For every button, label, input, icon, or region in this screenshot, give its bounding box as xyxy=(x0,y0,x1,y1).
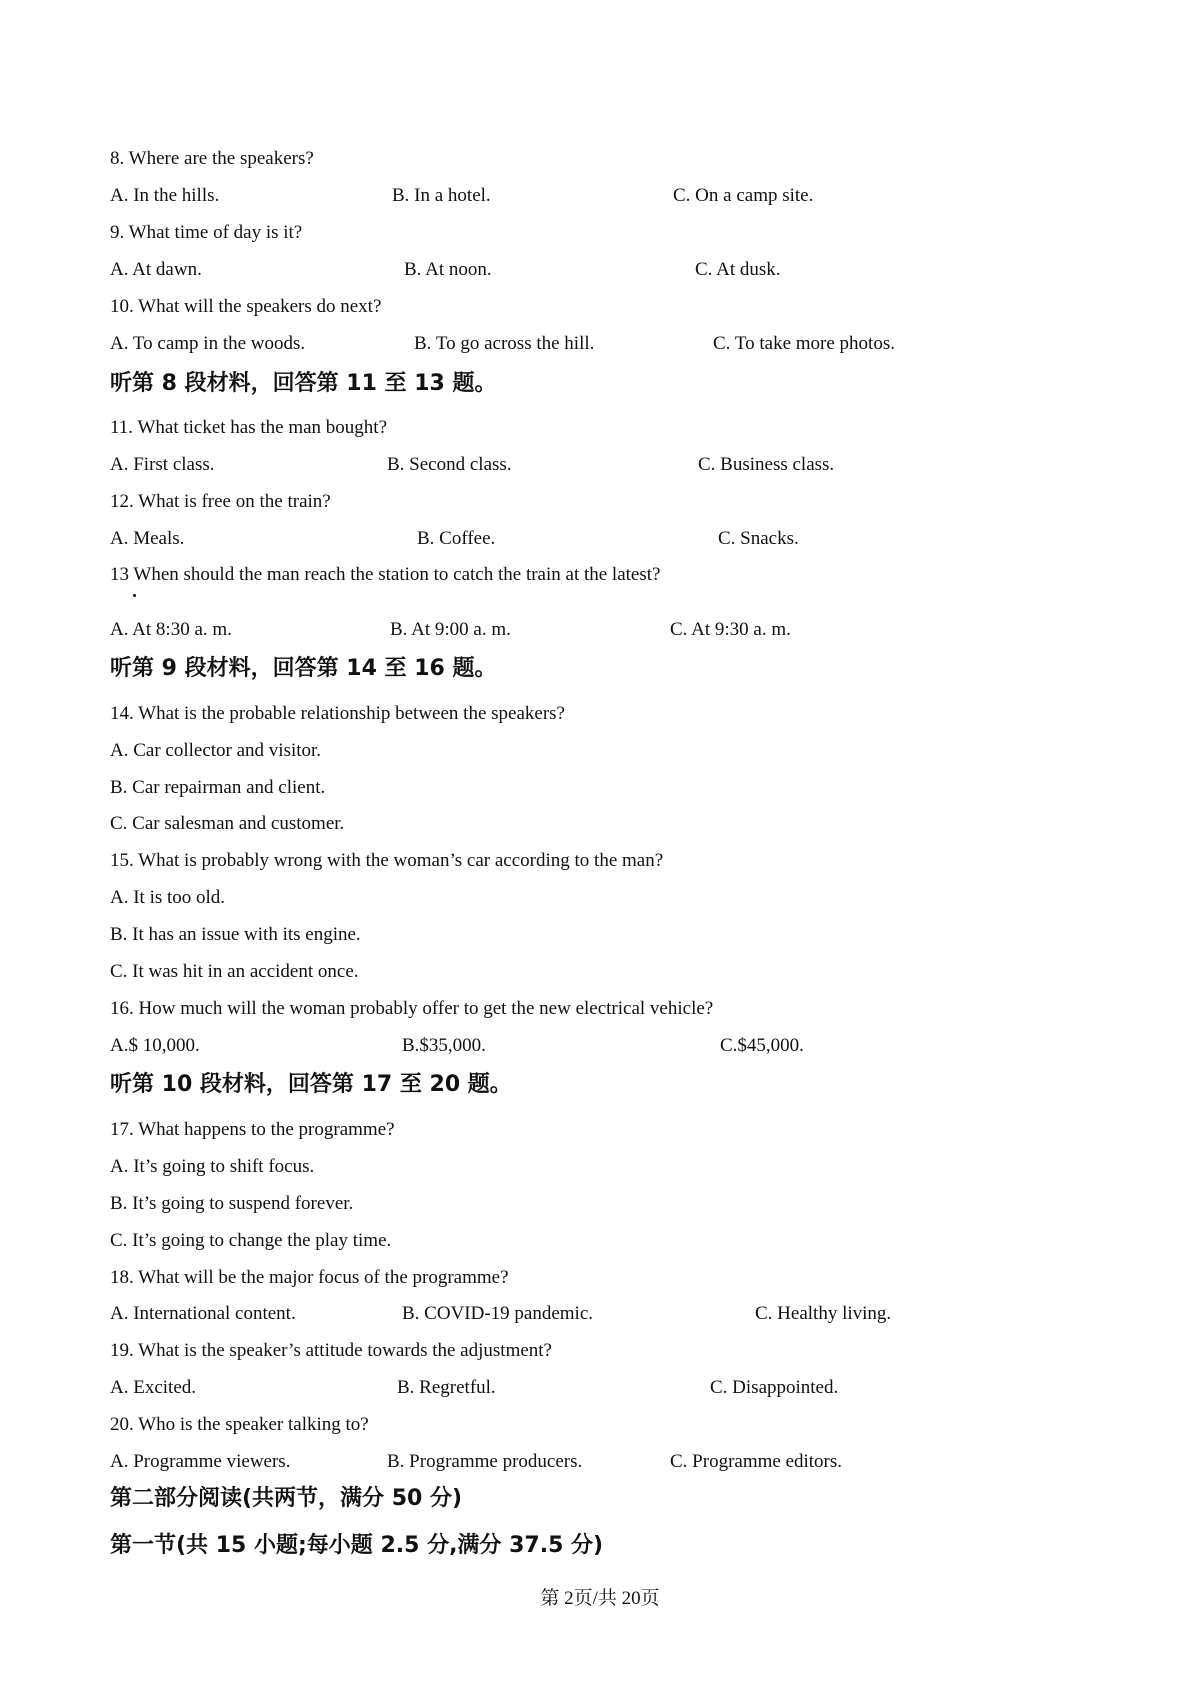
option-a: A. At dawn. xyxy=(110,259,202,280)
question-stem: 8. Where are the speakers? xyxy=(110,148,314,169)
option-a: A. Programme viewers. xyxy=(110,1451,291,1472)
option-a: A. Car collector and visitor. xyxy=(110,740,322,761)
option-b: B. Car repairman and client. xyxy=(110,777,326,798)
option-c: C.$45,000. xyxy=(720,1035,804,1056)
option-c: C. Programme editors. xyxy=(670,1451,843,1472)
option-b: B. Programme producers. xyxy=(387,1451,583,1472)
option-a: A. It’s going to shift focus. xyxy=(110,1156,315,1177)
question-stem: 19. What is the speaker’s attitude towards the adjustment? xyxy=(110,1340,552,1361)
section-heading: 听第 8 段材料，回答第 11 至 13 题。 xyxy=(110,371,497,396)
question-stem: 15. What is probably wrong with the woman’s car according to the man? xyxy=(110,850,664,871)
option-c: C. At 9:30 a. m. xyxy=(670,619,791,640)
section-heading: 听第 9 段材料，回答第 14 至 16 题。 xyxy=(110,656,497,681)
option-a: A. In the hills. xyxy=(110,185,220,206)
option-a: A. Excited. xyxy=(110,1377,197,1398)
question-stem: 9. What time of day is it? xyxy=(110,222,303,243)
option-c: C. On a camp site. xyxy=(673,185,814,206)
option-b: B.$35,000. xyxy=(402,1035,486,1056)
option-c: C. Healthy living. xyxy=(755,1303,892,1324)
option-b: B. To go across the hill. xyxy=(414,333,595,354)
option-c: C. Car salesman and customer. xyxy=(110,813,345,834)
section-heading: 听第 10 段材料，回答第 17 至 20 题。 xyxy=(110,1072,512,1097)
option-b: B. Coffee. xyxy=(417,528,496,549)
page-number: 第 2页/共 20页 xyxy=(540,1588,660,1609)
option-c: C. At dusk. xyxy=(695,259,781,280)
question-stem: 17. What happens to the programme? xyxy=(110,1119,395,1140)
option-a: A. To camp in the woods. xyxy=(110,333,306,354)
option-c: C. Disappointed. xyxy=(710,1377,839,1398)
stray-dot xyxy=(133,594,136,597)
part-heading: 第二部分阅读(共两节，满分 50 分) xyxy=(110,1486,463,1511)
question-stem: 16. How much will the woman probably offer to get the new electrical vehicle? xyxy=(110,998,714,1019)
option-b: B. Second class. xyxy=(387,454,512,475)
option-a: A. It is too old. xyxy=(110,887,226,908)
option-a: A. Meals. xyxy=(110,528,185,549)
question-stem: 10. What will the speakers do next? xyxy=(110,296,382,317)
question-stem: 12. What is free on the train? xyxy=(110,491,331,512)
option-b: B. At noon. xyxy=(404,259,492,280)
option-c: C. It’s going to change the play time. xyxy=(110,1230,392,1251)
option-b: B. In a hotel. xyxy=(392,185,491,206)
option-a: A. International content. xyxy=(110,1303,296,1324)
option-b: B. It’s going to suspend forever. xyxy=(110,1193,354,1214)
option-a: A. First class. xyxy=(110,454,215,475)
option-c: C. Snacks. xyxy=(718,528,799,549)
question-stem: 20. Who is the speaker talking to? xyxy=(110,1414,369,1435)
option-b: B. It has an issue with its engine. xyxy=(110,924,361,945)
option-c: C. It was hit in an accident once. xyxy=(110,961,359,982)
option-b: B. At 9:00 a. m. xyxy=(390,619,511,640)
question-stem: 13 When should the man reach the station to catch the train at the latest? xyxy=(110,564,661,585)
question-stem: 18. What will be the major focus of the programme? xyxy=(110,1267,509,1288)
option-c: C. Business class. xyxy=(698,454,835,475)
question-stem: 14. What is the probable relationship between the speakers? xyxy=(110,703,565,724)
option-b: B. Regretful. xyxy=(397,1377,496,1398)
option-a: A.$ 10,000. xyxy=(110,1035,200,1056)
option-b: B. COVID-19 pandemic. xyxy=(402,1303,594,1324)
question-stem: 11. What ticket has the man bought? xyxy=(110,417,388,438)
option-c: C. To take more photos. xyxy=(713,333,895,354)
option-a: A. At 8:30 a. m. xyxy=(110,619,232,640)
section-heading: 第一节(共 15 小题;每小题 2.5 分,满分 37.5 分) xyxy=(110,1533,604,1558)
